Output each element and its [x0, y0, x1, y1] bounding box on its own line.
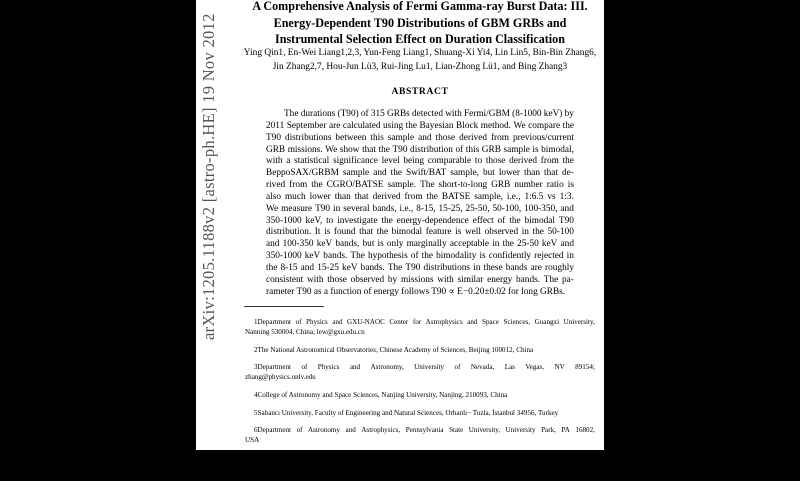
abstract-line: rameter T90 as a function of energy follows T90 ∝ E−0.20±0.02 for long GRBs. [266, 286, 566, 297]
arxiv-identifier-stamp: arXiv:1205.1188v2 [astro-ph.HE] 19 Nov 2012 [199, 13, 218, 340]
footnote-line: 4College of Astronomy and Space Sciences, Nanjing University, Nanjing, 210093, China [254, 390, 508, 399]
author-list [242, 47, 598, 74]
footnote-line: 6Department of Astronomy and Astrophysics, Pennsylvania State University, University Park, PA 16802, [254, 426, 595, 435]
title-line-1: A Comprehensive Analysis of Fermi Gamma-ray Burst Data: III. [252, 0, 588, 13]
footnote [245, 345, 595, 355]
footnote [245, 408, 595, 418]
footnote-line: 3Department of Physics and Astronomy, University of Nevada, Las Vegas, NV 89154; [254, 363, 595, 372]
footnote [245, 390, 595, 400]
footnote [245, 317, 595, 337]
abstract-line: 350-1000 keV bands. The hypothesis of the bimodality is confidently rejected in [266, 251, 574, 262]
abstract-line: and 100-350 keV bands, but is only marginally acceptable in the 25-50 keV and [266, 239, 574, 250]
abstract-line: the 8-15 and 15-25 keV bands. The T90 distributions in these bands are roughly [266, 262, 574, 273]
title-line-3: Instrumental Selection Effect on Duration Classification [275, 32, 565, 46]
author-line-1: Ying Qin1, En-Wei Liang1,2,3, Yun-Feng Liang1, Shuang-Xi Yi4, Lin Lin5, Bin-Bin Zhang6, [243, 48, 597, 58]
abstract-line: GRB missions. We show that the T90 distribution of this GRB sample is bimodal, [266, 144, 574, 155]
footnote [245, 362, 595, 382]
footnotes [245, 317, 595, 481]
abstract-line: also much lower than that derived from the BATSE sample, i.e., 1:6.5 vs 1:3. [266, 191, 574, 202]
abstract-line: distribution. It is found that the bimodal feature is well observed in the 50-100 [266, 227, 574, 238]
author-line-2: Jin Zhang2,7, Hou-Jun Lü3, Rui-Jing Lu1, Lian-Zhong Lü1, and Bing Zhang3 [272, 61, 568, 72]
abstract-heading: ABSTRACT [391, 86, 449, 97]
abstract-line: rived from the CGRO/BATSE sample. The short-to-long GRB number ratio is [266, 180, 574, 191]
abstract-body [266, 109, 574, 299]
footnote-line: Nanning 530004, China; lew@gxu.edu.cn [245, 328, 365, 337]
paper-title [242, 0, 598, 48]
abstract-line: We measure T90 in several bands, i.e., 8-15, 15-25, 25-50, 50-100, 100-350, and [266, 203, 574, 214]
abstract-line: BeppoSAX/GRBM sample and the Swift/BAT sample, but lower than that de- [266, 168, 574, 179]
footnote-line: 2The National Astronomical Observatories, Chinese Academy of Sciences, Beijing 100012, China [254, 345, 534, 354]
abstract-line: 2011 September are calculated using the Bayesian Block method. We compare the [266, 120, 574, 131]
footnote-line: 5Sabancı University, Faculty of Engineering and Natural Sciences, Orhanlı− Tuzla, İstanbul 34956, Turkey [254, 408, 559, 417]
abstract-line: consistent with those observed by missions with similar energy bands. The pa- [266, 274, 574, 285]
footnote-line: USA [245, 436, 260, 445]
abstract-line: T90 distributions between this sample and those derived from previous/current [266, 132, 574, 143]
title-line-2: Energy-Dependent T90 Distributions of GBM GRBs and [273, 15, 567, 30]
footnote-divider [244, 306, 324, 307]
footnote-line: zhang@physics.unlv.edu [245, 373, 316, 382]
footnote-line: 7College of Physics and Electronic Engineering, Guangxi Teachers Education University, Nanning, 530001, [254, 453, 595, 462]
footnote [245, 453, 595, 473]
footnote [245, 425, 595, 445]
abstract-line: with a statistical significance level being comparable to those derived from the [266, 156, 574, 167]
footnote-line: 1Department of Physics and GXU-NAOC Center for Astrophysics and Space Sciences, Guangxi University, [254, 318, 595, 326]
footnote-line: China [245, 463, 262, 472]
abstract-line: The durations (T90) of 315 GRBs detected with Fermi/GBM (8-1000 keV) by [284, 109, 574, 119]
abstract-line: 350-1000 keV, to investigate the energy-dependence effect of the bimodal T90 [266, 215, 574, 226]
